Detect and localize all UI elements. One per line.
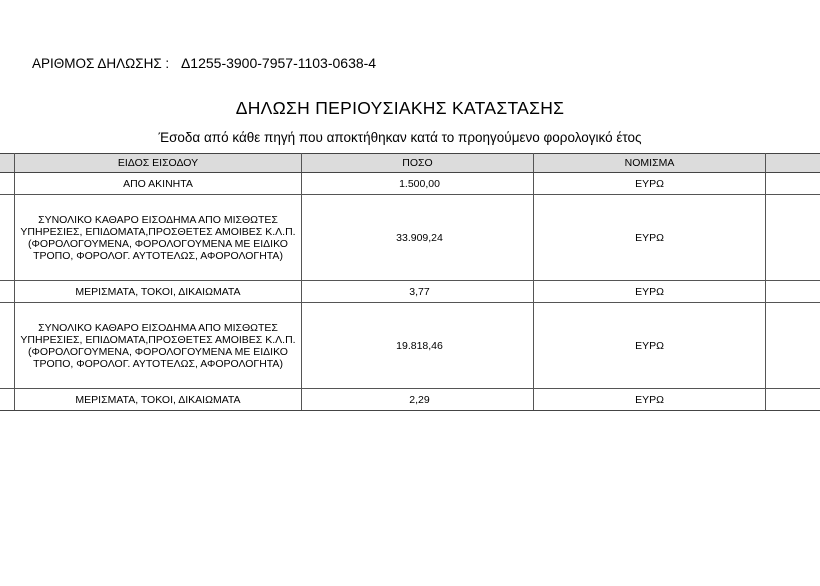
currency-cell: ΕΥΡΩ <box>534 195 766 281</box>
income-type-cell: ΣΥΝΟΛΙΚΟ ΚΑΘΑΡΟ ΕΙΣΟΔΗΜΑ ΑΠΟ ΜΙΣΘΩΤΕΣ ΥΠΗΡΕΣΙΕΣ, ΕΠΙΔΟΜΑΤΑ,ΠΡΟΣΘΕΤΕΣ ΑΜΟΙΒΕΣ Κ.Λ.Π.(ΦΟΡΟΛΟΓΟΥΜΕΝΑ, ΦΟΡΟΛΟΓΟΥΜΕΝΑ ΜΕ ΕΙΔΙΚΟ ΤΡΟΠΟ, ΦΟΡΟΛΟΓ. ΑΥΤΟΤΕΛΩΣ, ΑΦΟΡΟΛΟΓΗΤΑ) <box>15 303 302 389</box>
income-type-cell: ΣΥΝΟΛΙΚΟ ΚΑΘΑΡΟ ΕΙΣΟΔΗΜΑ ΑΠΟ ΜΙΣΘΩΤΕΣ ΥΠΗΡΕΣΙΕΣ, ΕΠΙΔΟΜΑΤΑ,ΠΡΟΣΘΕΤΕΣ ΑΜΟΙΒΕΣ Κ.Λ.Π.(ΦΟΡΟΛΟΓΟΥΜΕΝΑ, ΦΟΡΟΛΟΓΟΥΜΕΝΑ ΜΕ ΕΙΔΙΚΟ ΤΡΟΠΟ, ΦΟΡΟΛΟΓ. ΑΥΤΟΤΕΛΩΣ, ΑΦΟΡΟΛΟΓΗΤΑ) <box>15 195 302 281</box>
amount-cell <box>302 303 534 389</box>
row-edge-cell <box>766 173 820 195</box>
amount-value: 2,29 <box>409 393 430 406</box>
declaration-number-label: ΑΡΙΘΜΟΣ ΔΗΛΩΣΗΣ : <box>32 56 170 71</box>
amount-value: 33.909,24 <box>396 231 443 244</box>
amount-cell <box>302 389 534 411</box>
amount-value: 19.818,46 <box>396 339 443 352</box>
table-row <box>0 173 820 195</box>
page-title: ΔΗΛΩΣΗ ΠΕΡΙΟΥΣΙΑΚΗΣ ΚΑΤΑΣΤΑΣΗΣ <box>235 98 565 118</box>
table-row <box>0 389 820 411</box>
declaration-number <box>32 55 376 71</box>
amount-cell <box>302 195 534 281</box>
page-subtitle: Έσοδα από κάθε πηγή που αποκτήθηκαν κατά το προηγούμενο φορολογικό έτος <box>158 130 642 145</box>
row-edge-cell <box>766 195 820 281</box>
header-currency: ΝΟΜΙΣΜΑ <box>534 154 766 173</box>
currency-cell: ΕΥΡΩ <box>534 389 766 411</box>
income-table <box>0 153 820 411</box>
table-row <box>0 195 820 281</box>
currency-cell: ΕΥΡΩ <box>534 303 766 389</box>
row-edge-cell <box>766 281 820 303</box>
table-row <box>0 281 820 303</box>
row-edge-cell <box>0 281 15 303</box>
amount-value: 3,77 <box>409 285 430 298</box>
header-income-type: ΕΙΔΟΣ ΕΙΣΟΔΟΥ <box>15 154 302 173</box>
declaration-number-value: Δ1255-3900-7957-1103-0638-4 <box>180 55 377 71</box>
currency-cell: ΕΥΡΩ <box>534 173 766 195</box>
header-empty-right <box>766 154 820 173</box>
income-type-cell: ΜΕΡΙΣΜΑΤΑ, ΤΟΚΟΙ, ΔΙΚΑΙΩΜΑΤΑ <box>15 281 302 303</box>
row-edge-cell <box>0 389 15 411</box>
income-type-cell: ΑΠΟ ΑΚΙΝΗΤΑ <box>15 173 302 195</box>
header-amount: ΠΟΣΟ <box>302 154 534 173</box>
row-edge-cell <box>0 173 15 195</box>
row-edge-cell <box>0 195 15 281</box>
table-header-row <box>0 154 820 173</box>
currency-cell: ΕΥΡΩ <box>534 281 766 303</box>
amount-cell <box>302 281 534 303</box>
header-empty-left <box>0 154 15 173</box>
row-edge-cell <box>766 303 820 389</box>
row-edge-cell <box>0 303 15 389</box>
income-type-cell: ΜΕΡΙΣΜΑΤΑ, ΤΟΚΟΙ, ΔΙΚΑΙΩΜΑΤΑ <box>15 389 302 411</box>
row-edge-cell <box>766 389 820 411</box>
amount-value: 1.500,00 <box>399 177 440 190</box>
table-row <box>0 303 820 389</box>
amount-cell <box>302 173 534 195</box>
